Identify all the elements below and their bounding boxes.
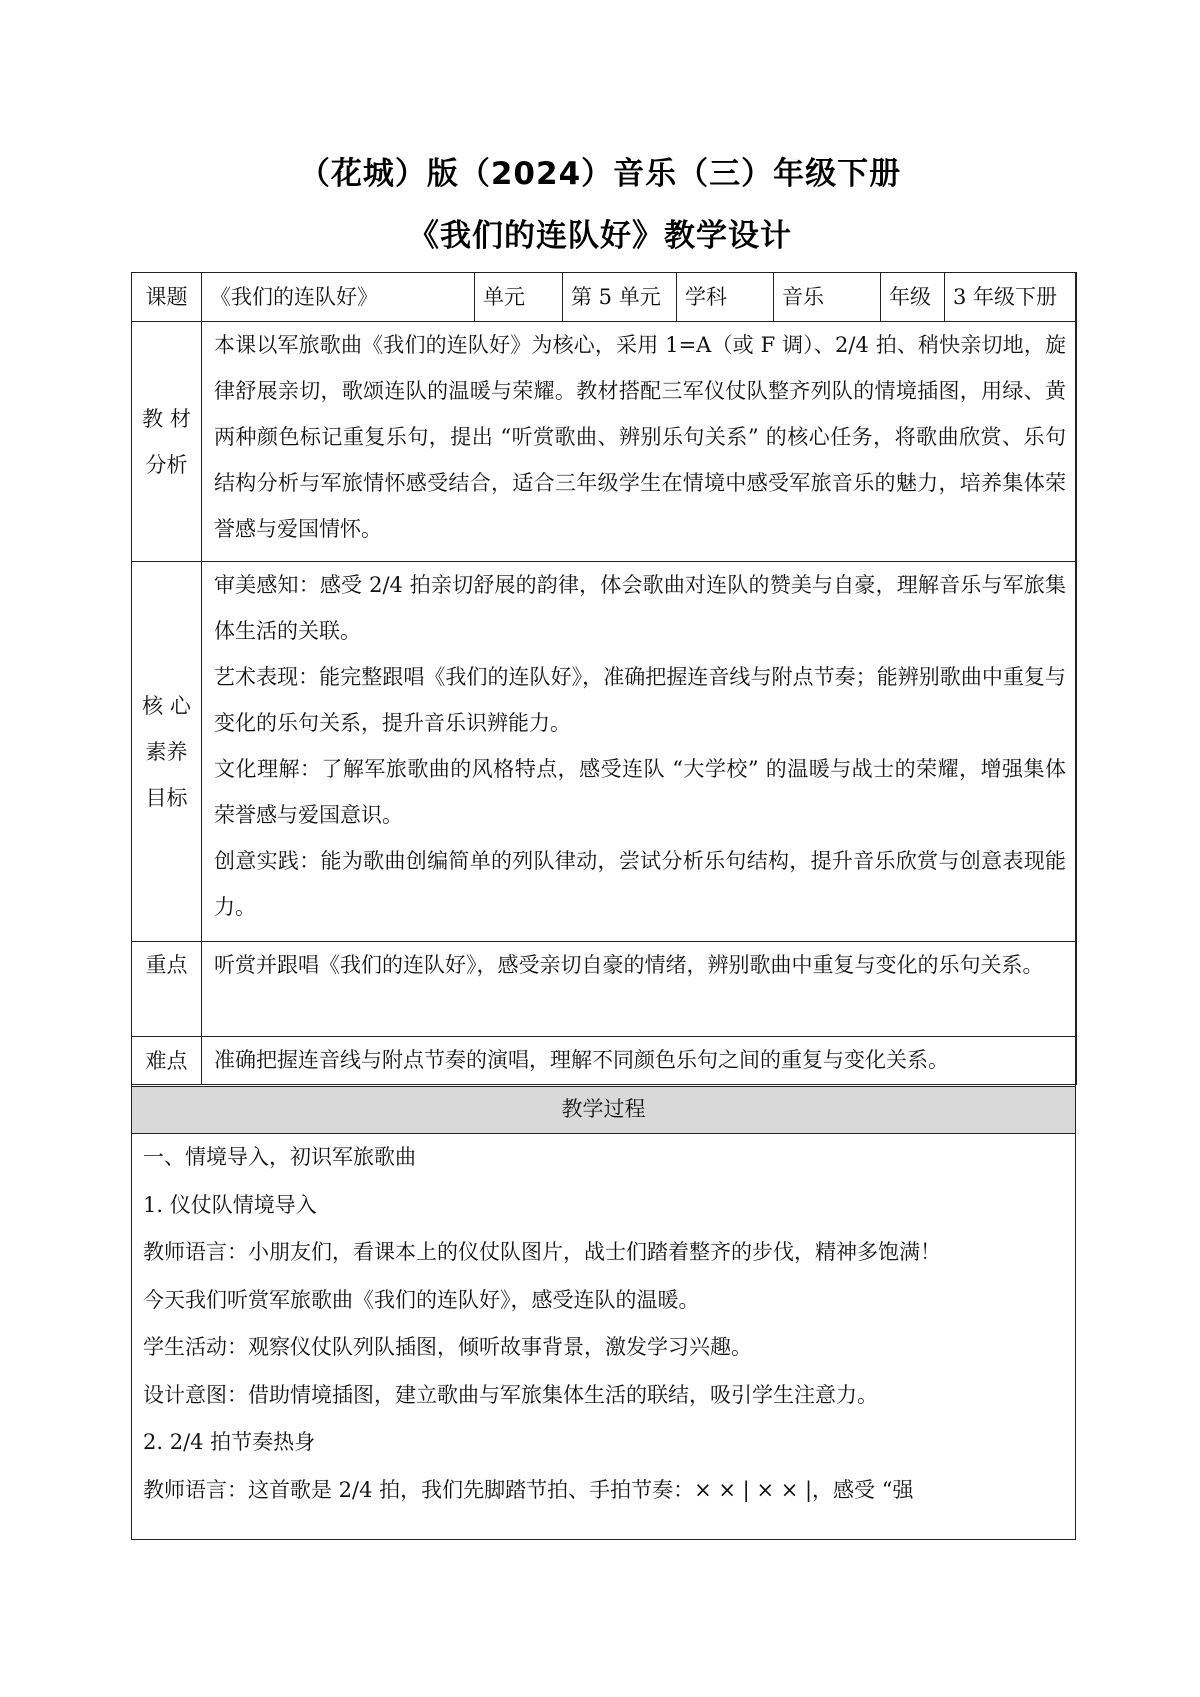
lesson-info-table (131, 272, 1077, 1085)
process-line: 设计意图：借助情境插图，建立歌曲与军旅集体生活的联结，吸引学生注意力。 (143, 1382, 878, 1407)
analysis-label: 教 材 分析 (132, 322, 202, 562)
process-line: 学生活动：观察仪仗队列队插图，倾听故事背景，激发学习兴趣。 (143, 1335, 752, 1359)
grade-label: 年级 (881, 273, 945, 322)
course-label: 课题 (132, 273, 202, 322)
literacy-item: 审美感知：感受 2/4 拍亲切舒展的韵律，体会歌曲对连队的赞美与自豪，理解音乐与军旅集体生活的关联。 (214, 573, 1066, 643)
process-line: 教师语言：小朋友们，看课本上的仪仗队图片，战士们踏着整齐的步伐，精神多饱满！ (143, 1240, 941, 1264)
subject-value: 音乐 (774, 273, 881, 322)
process-line: 教师语言：这首歌是 2/4 拍，我们先脚踏节拍、手拍节奏：× × | × × |，感受 “强 (143, 1477, 914, 1502)
literacy-row (132, 562, 1077, 942)
grade-value: 3 年级下册 (945, 273, 1077, 322)
document-subtitle: 《我们的连队好》教学设计 (408, 218, 792, 254)
key-point-label: 重点 (132, 942, 202, 1037)
process-line: 一、情境导入，初识军旅歌曲 (143, 1145, 416, 1169)
teaching-process-content (131, 1134, 1076, 1514)
literacy-item: 艺术表现：能完整跟唱《我们的连队好》，准确把握连音线与附点节奏；能辨别歌曲中重复与变化的乐句关系，提升音乐识辨能力。 (214, 665, 1066, 735)
analysis-text: 本课以军旅歌曲《我们的连队好》为核心，采用 1=A（或 F 调）、2/4 拍、稍快亲切地，旋律舒展亲切，歌颂连队的温暖与荣耀。教材搭配三军仪仗队整齐列队的情境插图，用绿、黄两种颜色标记重复乐句，提出 “听赏歌曲、辨别乐句关系” 的核心任务，将歌曲欣赏、乐句结构分析与军旅情怀感受结合，适合三年级学生在情境中感受军旅音乐的魅力，培养集体荣誉感与爱国情怀。 (202, 322, 1077, 562)
key-point-row (132, 942, 1077, 1037)
literacy-item: 创意实践：能为歌曲创编简单的列队律动，尝试分析乐句结构，提升音乐欣赏与创意表现能力。 (214, 849, 1066, 919)
unit-value: 第 5 单元 (563, 273, 677, 322)
process-line: 1. 仪仗队情境导入 (143, 1192, 317, 1217)
difficulty-label: 难点 (132, 1037, 202, 1085)
process-line: 2. 2/4 拍节奏热身 (143, 1430, 316, 1454)
key-point-text: 听赏并跟唱《我们的连队好》，感受亲切自豪的情绪，辨别歌曲中重复与变化的乐句关系。 (202, 942, 1077, 1037)
teaching-process-header: 教学过程 (131, 1086, 1076, 1134)
literacy-label: 核 心 素养 目标 (132, 562, 202, 942)
course-value: 《我们的连队好》 (202, 273, 475, 322)
meta-row (132, 273, 1077, 322)
difficulty-text: 准确把握连音线与附点节奏的演唱，理解不同颜色乐句之间的重复与变化关系。 (202, 1037, 1077, 1085)
literacy-content (202, 562, 1077, 942)
unit-label: 单元 (475, 273, 563, 322)
subject-label: 学科 (677, 273, 774, 322)
analysis-row (132, 322, 1077, 562)
document-title: （花城）版（2024）音乐（三）年级下册 (298, 156, 902, 192)
process-line: 今天我们听赏军旅歌曲《我们的连队好》，感受连队的温暖。 (143, 1287, 700, 1312)
literacy-item: 文化理解：了解军旅歌曲的风格特点，感受连队 “大学校” 的温暖与战士的荣耀，增强集体荣誉感与爱国意识。 (214, 757, 1066, 827)
difficulty-row (132, 1037, 1077, 1085)
